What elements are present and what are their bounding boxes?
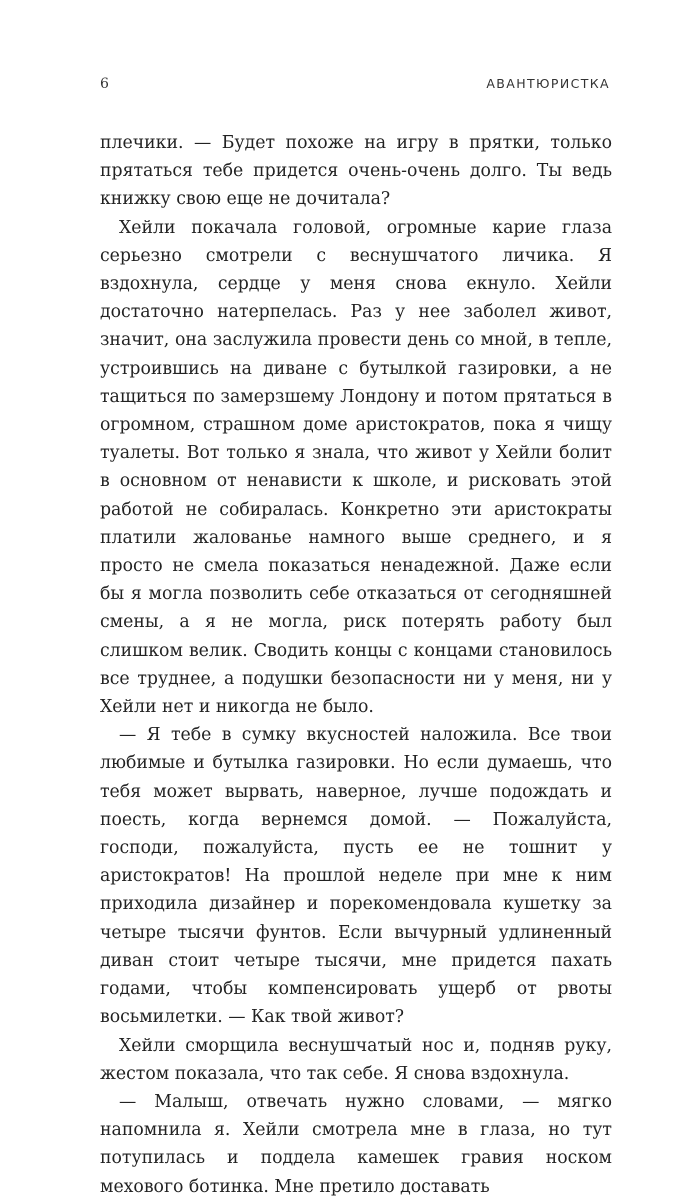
body-text	[100, 129, 612, 1201]
page-header	[100, 76, 610, 100]
page-number: 6	[100, 76, 109, 92]
paragraph-4: Хейли сморщила веснушчатый нос и, подняв руку, жестом показала, что так себе. Я снова вздохнула.	[100, 1035, 612, 1084]
running-title: АВАНТЮРИСТКА	[486, 76, 610, 91]
paragraph-1: плечики. — Будет похоже на игру в прятки, только прятаться тебе придется очень-очень долго. Ты ведь книжку свою еще не дочитала?	[100, 133, 612, 210]
paragraph-3: — Я тебе в сумку вкусностей наложила. Все твои любимые и бутылка газировки. Но если думаешь, что тебя может вырвать, наверное, лучше подождать и поесть, когда вернемся домой. — Пожалуйста, господи, пожалуйста, пусть ее не тошнит у аристократов! На прошлой неделе при мне к ним приходила дизайнер и порекомендовала кушетку за четыре тысячи фунтов. Если вычурный удлиненный диван стоит четыре тысячи, мне придется пахать годами, чтобы компенсировать ущерб от рвоты восьмилетки. — Как твой живот?	[100, 725, 612, 1028]
paragraph-5: — Малыш, отвечать нужно словами, — мягко напомнила я. Хейли смотрела мне в глаза, но тут потупилась и поддела камешек гравия носком мехового ботинка. Мне претило доставать	[100, 1091, 612, 1197]
paragraph-2: Хейли покачала головой, огромные карие глаза серьезно смотрели с веснушчатого личика. Я вздохнула, сердце у меня снова екнуло. Хейли достаточно натерпелась. Раз у нее заболел живот, значит, она заслужила провести день со мной, в тепле, устроившись на диване с бутылкой газировки, а не тащиться по замерзшему Лондону и потом прятаться в огромном, страшном доме аристократов, пока я чищу туалеты. Вот только я знала, что живот у Хейли болит в основном от ненависти к школе, и рисковать этой работой не собиралась. Конкретно эти аристократы платили жалованье намного выше среднего, и я просто не смела показаться ненадежной. Даже если бы я могла позволить себе отказаться от сегодняшней смены, а я не могла, риск потерять работу был слишком велик. Сводить концы с концами становилось все труднее, а подушки безопасности ни у меня, ни у Хейли нет и никогда не было.	[100, 217, 612, 718]
